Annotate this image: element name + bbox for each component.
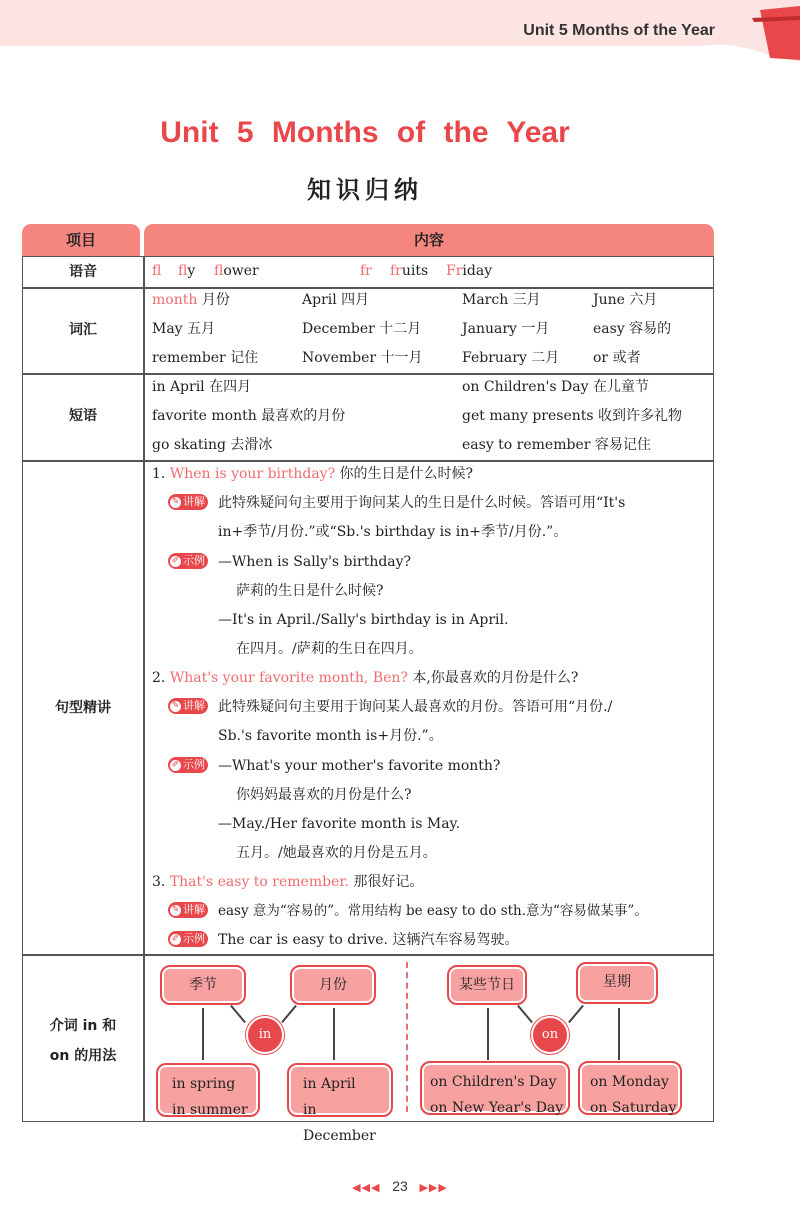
sentence-3: 3. That's easy to remember. 那很好记。: [152, 874, 424, 890]
example-text: The car is easy to drive. 这辆汽车容易驾驶。: [218, 932, 519, 948]
vocab-item: April 四月: [302, 292, 370, 308]
header-cell-content: 内容: [144, 224, 714, 256]
vocab-item: easy 容易的: [593, 321, 672, 337]
vocab-item: February 二月: [462, 350, 560, 366]
explain-text: in+季节/月份.”或“Sb.'s birthday is in+季节/月份.”。: [218, 524, 568, 540]
label-phrases: 短语: [69, 408, 97, 424]
page-number: 23: [392, 1178, 408, 1194]
example-text: 在四月。/萨莉的生日在四月。: [236, 641, 423, 657]
label-pronunciation: 语音: [69, 264, 97, 280]
connector-line: [333, 1008, 335, 1060]
on-circle: on: [531, 1016, 569, 1054]
explain-text: easy 意为“容易的”。常用结构 be easy to do sth.意为“容易做某事”。: [218, 903, 648, 919]
example-tag: ✐ 示例: [168, 931, 208, 947]
explain-tag: ✎ 讲解: [168, 494, 208, 510]
vocab-item: December 十二月: [302, 321, 422, 337]
phonics-word: Friday: [446, 263, 493, 279]
season-box: 季节: [160, 965, 246, 1005]
label-prepositions-line2: on 的用法: [49, 1048, 117, 1064]
row-divider: [23, 373, 713, 375]
vocab-item: month 月份: [152, 292, 230, 308]
weekday-box: 星期: [576, 962, 658, 1004]
explain-icon: ✎: [171, 496, 180, 507]
phonics-word: flower: [214, 263, 259, 279]
festival-box: 某些节日: [447, 965, 527, 1005]
connector-line: [202, 1008, 204, 1060]
right-arrows-icon: ▶▶▶: [419, 1182, 448, 1194]
example-text: 萨莉的生日是什么时候?: [236, 583, 384, 599]
vocab-item: June 六月: [593, 292, 658, 308]
example-text: 你妈妈最喜欢的月份是什么?: [236, 787, 412, 803]
explain-tag: ✎ 讲解: [168, 698, 208, 714]
section-title: 知识归纳: [307, 176, 423, 204]
explain-tag: ✎ 讲解: [168, 902, 208, 918]
vocab-item: January 一月: [462, 321, 550, 337]
month-box: 月份: [290, 965, 376, 1005]
pencil-icon: ✐: [171, 759, 180, 770]
on-weekday-examples: on Monday on Saturday: [578, 1061, 682, 1115]
header-cell-item: 项目: [22, 224, 140, 256]
connector-line: [618, 1008, 620, 1060]
sentence-1: 1. When is your birthday? 你的生日是什么时候?: [152, 466, 474, 482]
vocab-item: May 五月: [152, 321, 216, 337]
in-circle: in: [246, 1016, 284, 1054]
explain-text: 此特殊疑问句主要用于询问某人最喜欢的月份。答语可用“月份./: [218, 699, 613, 715]
phrase-item: get many presents 收到许多礼物: [462, 408, 683, 424]
label-vocabulary: 词汇: [69, 322, 97, 338]
left-arrows-icon: ◀◀◀: [352, 1182, 381, 1194]
phonics-word: fly: [178, 263, 196, 279]
phonics-word: fruits: [390, 263, 429, 279]
vocab-item: or 或者: [593, 350, 641, 366]
example-text: —When is Sally's birthday?: [218, 554, 412, 570]
explain-text: Sb.'s favorite month is+月份.”。: [218, 728, 443, 744]
label-prepositions-line1: 介词 in 和: [49, 1018, 117, 1034]
example-tag: ✐ 示例: [168, 757, 208, 773]
phonics-fl: fl: [152, 263, 162, 279]
column-divider: [143, 257, 145, 1121]
sentence-2: 2. What's your favorite month, Ben? 本,你最喜欢的月份是什么?: [152, 670, 579, 686]
phrase-item: easy to remember 容易记住: [462, 437, 651, 453]
label-sentences: 句型精讲: [55, 700, 111, 716]
row-divider: [23, 954, 713, 956]
in-season-examples: in spring in summer: [156, 1063, 260, 1117]
row-divider: [23, 460, 713, 462]
explain-icon: ✎: [171, 700, 180, 711]
connector-line: [487, 1008, 489, 1060]
vocab-item: November 十一月: [302, 350, 423, 366]
example-text: —May./Her favorite month is May.: [218, 816, 461, 832]
page-title: Unit 5 Months of the Year: [160, 116, 570, 149]
in-month-examples: in April in December: [287, 1063, 393, 1117]
phrase-item: in April 在四月: [152, 379, 252, 395]
pencil-icon: ✐: [171, 933, 180, 944]
phonics-fr: fr: [360, 263, 372, 279]
running-head: Unit 5 Months of the Year: [523, 22, 715, 39]
vocab-item: remember 记住: [152, 350, 259, 366]
phrase-item: favorite month 最喜欢的月份: [152, 408, 346, 424]
explain-icon: ✎: [171, 904, 180, 915]
vocab-item: March 三月: [462, 292, 541, 308]
label-prepositions: [23, 1011, 143, 1071]
example-text: —It's in April./Sally's birthday is in April.: [218, 612, 509, 628]
phrase-item: go skating 去滑冰: [152, 437, 273, 453]
example-text: 五月。/她最喜欢的月份是五月。: [236, 845, 437, 861]
pencil-icon: ✐: [171, 555, 180, 566]
phrase-item: on Children's Day 在儿童节: [462, 379, 649, 395]
example-text: —What's your mother's favorite month?: [218, 758, 501, 774]
on-festival-examples: on Children's Day on New Year's Day: [420, 1061, 570, 1115]
page-footer: [0, 1178, 800, 1194]
explain-text: 此特殊疑问句主要用于询问某人的生日是什么时候。答语可用“It's: [218, 495, 626, 511]
diagram-divider: [406, 962, 408, 1112]
example-tag: ✐ 示例: [168, 553, 208, 569]
